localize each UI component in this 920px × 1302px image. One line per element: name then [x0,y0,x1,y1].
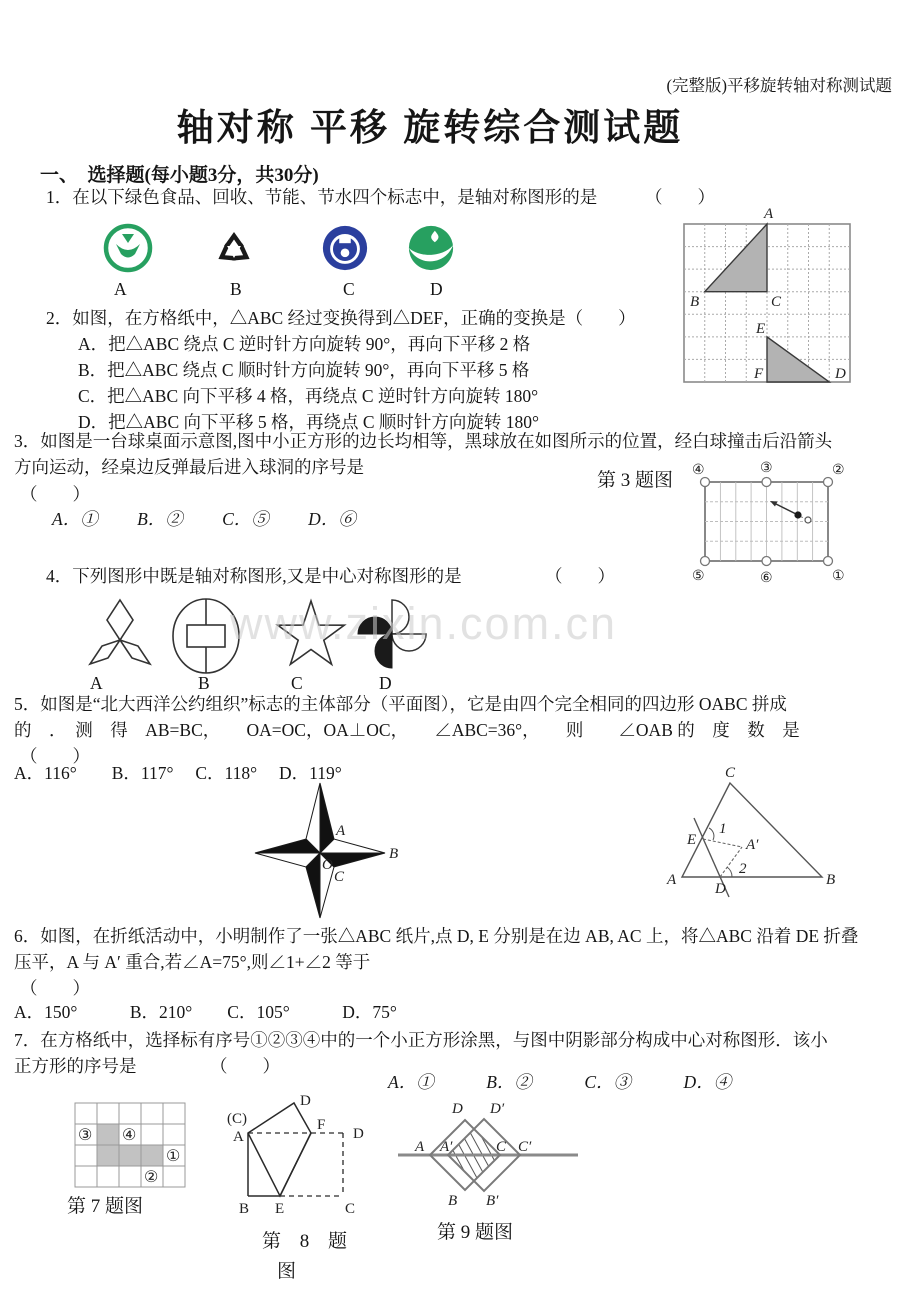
fig1-label-e: E [756,321,766,337]
fig5-label-a: A [336,823,346,839]
q4-label-c: C [291,673,303,693]
fig5-label-b: B [389,846,399,862]
q5-text-line2: 的 ． 测 得 AB=BC， OA=OC，OA⊥OC， ∠ABC=36°， 则 ∠OAB 的 度 数 是 [14,720,800,740]
fig6-label-e: E [687,832,697,848]
q6-paren: （ ） [20,978,90,998]
q6-text-line2: 压平，A 与 A′ 重合,若∠A=75°,则∠1+∠2 等于 [14,952,371,972]
fig8-label-c-paren: (C) [227,1111,247,1127]
q1-label-d: D [430,279,443,299]
page-title: 轴对称 平移 旋转综合测试题 [176,107,684,148]
solid-lines [248,1103,311,1196]
q4-label-a: A [90,673,103,693]
q2-option-a: A．把△ABC 绕点 C 逆时针方向旋转 90°，再向下平移 2 格 [78,334,531,354]
angle1-arc [709,828,714,840]
q6-text-line1: 6．如图，在折纸活动中，小明制作了一张△ABC 纸片,点 D, E 分别是在边 AB, AC 上，将△ABC 沿着 DE 折叠 [14,926,859,946]
q8-fold-figure [225,1093,385,1223]
fig5-label-o: O [322,857,333,873]
fig5-label-c: C [334,869,345,885]
pocket-1: ① [832,569,845,584]
q1-label-c: C [343,279,355,299]
pocket-4: ④ [692,463,705,478]
pocket-5: ⑤ [692,569,705,584]
q5-paren: （ ） [20,746,90,766]
q5-options: A．116° B．117° C．118° D．119° [14,763,342,783]
fig1-label-d: D [835,366,846,382]
fig8-label-d-right: D [353,1126,364,1142]
water-conservation-logo-icon [406,223,456,273]
q8-figure-caption-line1: 第 8 题 [262,1231,355,1252]
green-food-logo-icon [102,222,154,274]
q1-paren: （ ） [645,187,715,207]
q4-paren: （ ） [545,566,615,586]
fig1-label-f: F [754,366,764,382]
q6-fold-figure [645,763,915,913]
q2-text: 2．如图，在方格纸中，△ABC 经过变换得到△DEF，正确的变换是（ ） [46,308,636,328]
fig9-label-d: D [452,1101,463,1117]
recycle-logo-icon [208,222,260,274]
fig8-label-d-apex: D [300,1093,311,1109]
fig8-label-b: B [239,1201,250,1217]
q4-text: 4．下列图形中既是轴对称图形,又是中心对称图形的是 [46,566,462,586]
fig6-label-c: C [725,765,736,781]
q3-text-line1: 3．如图是一台球桌面示意图,图中小正方形的边长均相等，黑球放在如图所示的位置，经白球撞击后沿箭头 [14,431,833,451]
q4-figure-rhombi [78,594,162,672]
fig6-label-2: 2 [739,861,747,877]
q1-text: 1．在以下绿色食品、回收、节能、节水四个标志中，是轴对称图形的是 [46,187,598,207]
q3-text-line2: 方向运动，经桌边反弹最后进入球洞的序号是 [14,457,364,477]
q5-star-figure [252,778,402,918]
grid-lines [75,1103,185,1187]
fig6-label-a: A [667,872,677,888]
q3-billiard-figure [688,458,878,588]
q2-option-b: B．把△ABC 绕点 C 顺时针方向旋转 90°，再向下平移 5 格 [78,360,530,380]
pocket-2: ② [832,463,845,478]
q8-figure-caption-line2-clipped: 图 [277,1261,297,1282]
mark-2: ② [144,1169,159,1186]
q2-grid-figure [678,200,883,392]
q2-option-d: D．把△ABC 向下平移 5 格，再绕点 C 顺时针方向旋转 180° [78,412,540,432]
mark-3: ③ [78,1127,93,1144]
fig8-label-c: C [345,1201,356,1217]
q9-figure-caption: 第 9 题图 [437,1222,514,1243]
q2-option-c: C．把△ABC 向下平移 4 格，再绕点 C 逆时针方向旋转 180° [78,386,539,406]
black-ball [794,511,801,518]
q7-figure-caption: 第 7 题图 [67,1196,144,1217]
mark-4: ④ [122,1127,137,1144]
fig6-label-1: 1 [719,821,727,837]
q5-text-line1: 5．如图是“北大西洋公约组织”标志的主体部分（平面图），它是由四个完全相同的四边形 OABC 拼成 [14,694,787,714]
q7-text-line1: 7．在方格纸中，选择标有序号①②③④中的一个小正方形涂黑，与图中阴影部分构成中心对称图形．该小 [14,1030,828,1050]
mark-1: ① [166,1148,181,1165]
q7-grid-figure [75,1103,187,1189]
fig9-label-c: C [496,1139,507,1155]
fig9-label-a-prime: A′ [440,1139,453,1155]
fig1-label-b: B [690,294,700,310]
fig6-label-a-prime: A′ [746,837,759,853]
triangle-abc [682,783,822,877]
q7-text-line2: 正方形的序号是 [14,1056,137,1076]
q6-options: A．150° B．210° C．105° D．75° [14,1002,397,1022]
fig9-label-b-prime: B′ [486,1193,499,1209]
fig1-label-a: A [764,206,774,222]
q7-options: A．① B．② C．③ D．④ [388,1072,732,1092]
q4-label-d: D [379,673,392,693]
q1-label-b: B [230,279,242,299]
pocket-6: ⑥ [760,571,773,586]
q1-label-a: A [114,279,127,299]
fig9-label-d-prime: D′ [490,1101,505,1117]
crease-ea [703,839,742,847]
fig6-label-b: B [826,872,836,888]
fig9-label-c-prime: C′ [518,1139,532,1155]
fig6-label-d: D [715,881,726,897]
q9-squares-figure [398,1095,583,1207]
section-heading: 一、 选择题(每小题3分，共30分) [40,165,319,186]
fig8-label-e: E [275,1201,285,1217]
q3-figure-caption: 第 3 题图 [597,470,674,491]
q4-label-b: B [198,673,210,693]
white-ball [805,517,811,523]
fig8-label-f: F [317,1117,326,1133]
q7-paren: （ ） [210,1056,280,1076]
q3-paren: （ ） [20,484,90,504]
page-header: (完整版)平移旋转轴对称测试题 [666,76,892,95]
water-saving-logo-icon [320,223,370,273]
fig1-label-c: C [771,294,782,310]
fig9-label-b: B [448,1193,458,1209]
fig9-label-a: A [415,1139,425,1155]
q3-options: A．① B．② C．⑤ D．⑥ [52,509,356,529]
angle2-arc [727,867,732,877]
fig8-label-a: A [233,1129,244,1145]
pocket-3: ③ [760,461,773,476]
watermark: www.zixin.com.cn [230,598,618,649]
